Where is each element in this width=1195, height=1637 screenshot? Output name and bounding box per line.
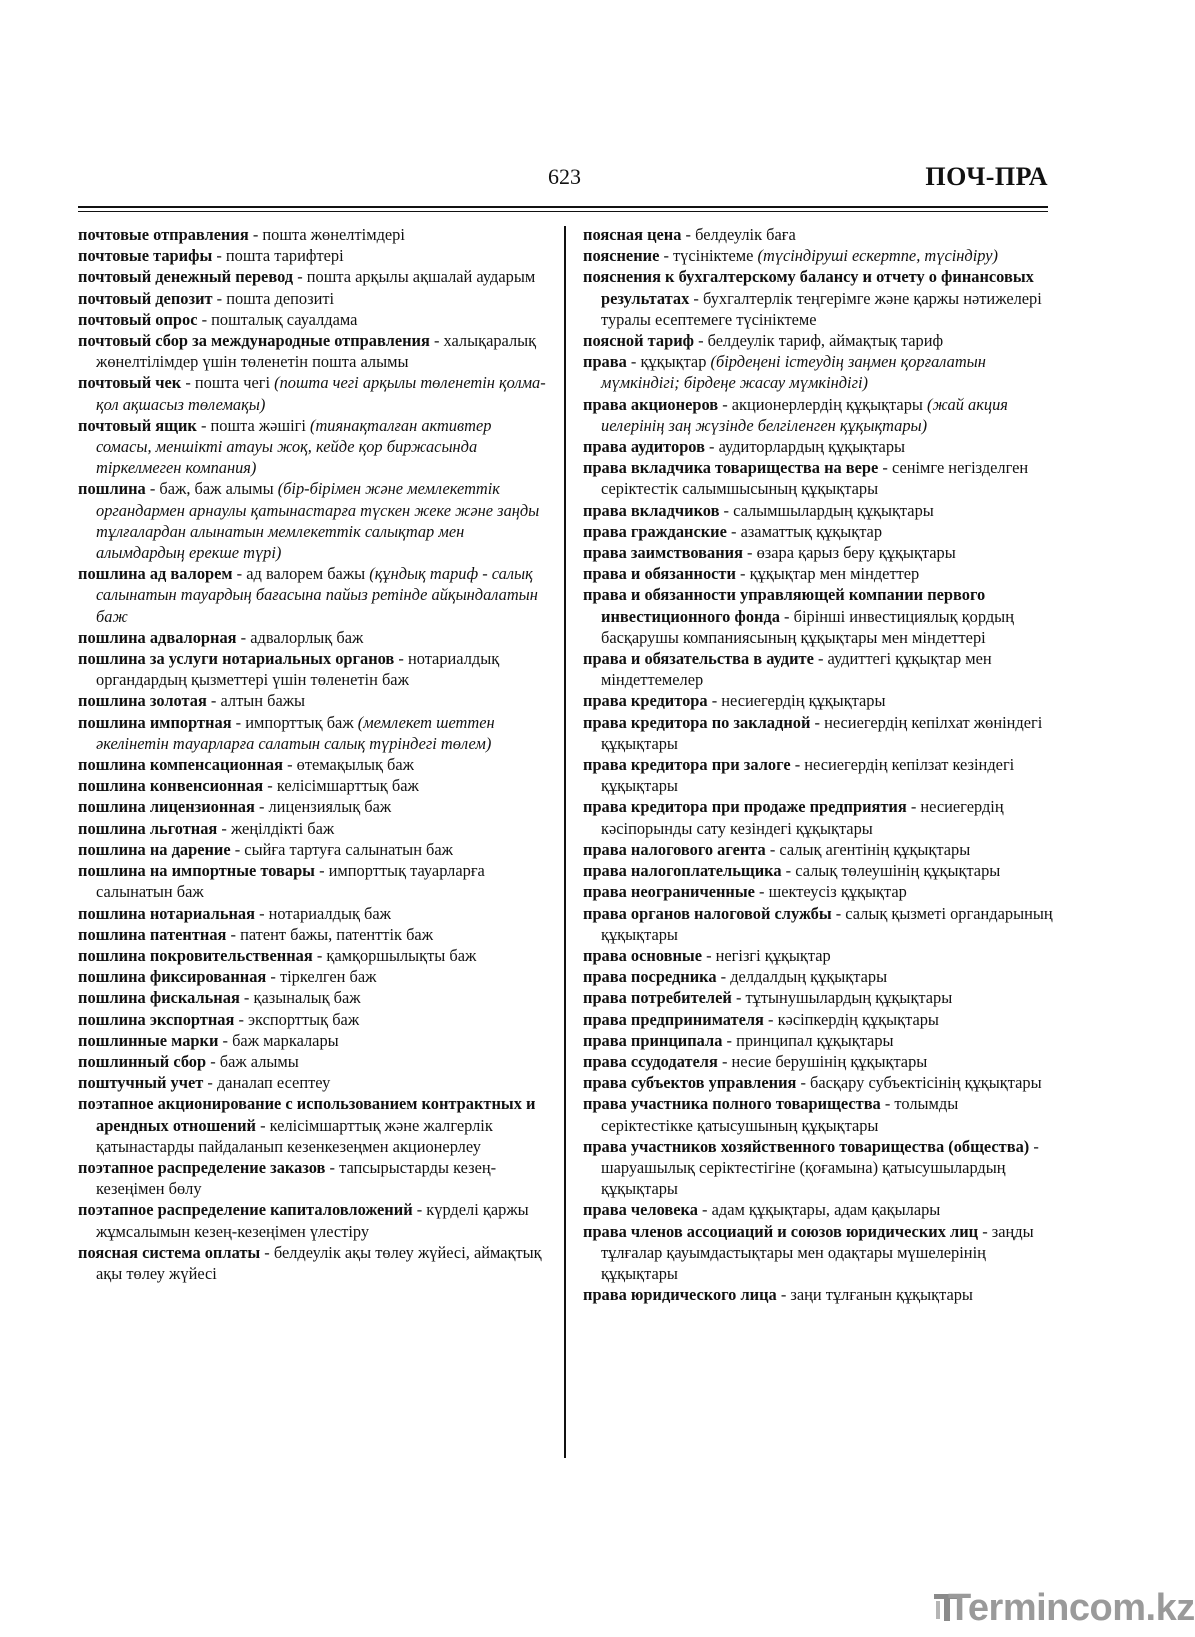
entry-term: пошлина лицензионная: [78, 797, 255, 817]
entry-translation: салық қызметі органдарының құқықтары: [601, 903, 1053, 944]
entry-translation: бухгалтерлік теңгерімге және қаржы нәтижелері туралы есептемеге түсініктеме: [601, 288, 1042, 329]
entry-term: поясной тариф: [583, 331, 694, 351]
entry-note: (түсіндіруші ескертпе, түсіндіру): [757, 246, 998, 266]
dictionary-entry: поэтапное распределение заказов - тапсырыстарды кезең-кезеңімен бөлу: [78, 1157, 497, 1199]
entry-term: пошлина фиксированная: [78, 967, 267, 987]
entry-translation: салық агентінің құқықтары: [779, 839, 971, 859]
entry-term: пояснение: [583, 246, 660, 266]
entry-note: (бірдеңені істеудің заңмен қорғалатын мүмкіндігі; бірдеңе жасау мүмкіндігі): [601, 352, 986, 393]
entry-translation: аудиттегі құқықтар мен міндеттемелер: [601, 649, 992, 690]
entry-term: права: [583, 352, 627, 372]
dictionary-entry: пошлина золотая - алтын бажы: [78, 691, 306, 711]
entry-term: права предпринимателя: [583, 1009, 764, 1029]
entry-translation: заңи тұлғанын құқықтары: [790, 1285, 973, 1305]
entry-term: пошлина адвалорная: [78, 627, 237, 647]
entry-term: права гражданские: [583, 521, 727, 541]
entry-translation: қамқоршылықты баж: [326, 945, 477, 965]
column-divider: [564, 226, 566, 1458]
entry-translation: келісімшарттық баж: [276, 776, 419, 796]
dictionary-entry: пошлина импортная - импорттық баж (мемлекет шеттен әкелінетін тауарларға салатын салық түріндегі төлем): [78, 712, 495, 753]
entry-term: пошлина: [78, 479, 146, 499]
dictionary-entry: пошлина ад валорем - ад валорем бажы (құндық тариф - салық салынатын тауардың бағасына пайыз ретінде айқындалатын баж: [78, 564, 538, 626]
entry-term: пояснения к бухгалтерскому балансу и отчету о финансовых результатах: [583, 267, 1034, 308]
entry-translation: акционерлердің құқықтары: [731, 394, 923, 414]
dictionary-entry: права налогоплательщика - салық төлеушінің құқықтары: [583, 861, 1001, 881]
dictionary-entry: права и обязательства в аудите - аудиттегі құқықтар мен міндеттемелер: [583, 649, 992, 690]
entry-translation: қазыналық баж: [253, 988, 361, 1008]
entry-term: почтовый чек: [78, 373, 182, 393]
entry-term: пошлина компенсационная: [78, 755, 283, 775]
right-column: [583, 224, 1053, 1305]
entry-translation: келісімшарттық және жалгерлік қатынастарды пайдаланып кезенкезеңмен акционерлеу: [96, 1115, 493, 1156]
entry-translation: белдеулік тариф, аймақтық тариф: [707, 331, 944, 351]
entry-term: права кредитора по закладной: [583, 712, 811, 732]
dictionary-entry: права кредитора - несиегердің құқықтары: [583, 691, 886, 711]
entry-translation: салық төлеушінің құқықтары: [795, 861, 1001, 881]
dictionary-entry: права налогового агента - салық агентінің құқықтары: [583, 839, 971, 859]
dictionary-entry: пояснения к бухгалтерскому балансу и отчету о финансовых результатах - бухгалтерлік теңгерімге және қаржы нәтижелері туралы есептемеге түсініктеме: [583, 267, 1042, 329]
entry-term: права и обязательства в аудите: [583, 649, 814, 669]
entry-note: (пошта чегі арқылы төленетін қолма-қол ақшасыз төлемақы): [96, 373, 546, 414]
entry-translation: сыйға тартуға салынатын баж: [244, 839, 453, 859]
entry-term: права юридического лица: [583, 1285, 777, 1305]
dictionary-entry: права основные - негізгі құқықтар: [583, 945, 831, 965]
entry-note: (тиянақталған активтер сомасы, меншікті атауы жоқ, кейде қор биржасында тіркелмеген компания): [96, 415, 492, 478]
entry-term: почтовый денежный перевод: [78, 267, 294, 287]
entry-term: права участников хозяйственного товарищества (общества): [583, 1136, 1030, 1156]
entry-term: права субъектов управления: [583, 1073, 797, 1093]
entry-term: поясная цена: [583, 225, 682, 244]
entry-term: почтовый депозит: [78, 288, 213, 308]
entry-translation: адам құқықтары, адам қақылары: [711, 1200, 941, 1220]
dictionary-entry: пошлина компенсационная - өтемақылық баж: [78, 755, 414, 775]
entry-term: права потребителей: [583, 988, 732, 1008]
dictionary-entry: права кредитора при залоге - несиегердің кепілзат кезіндегі құқықтары: [583, 755, 1015, 796]
entry-term: почтовый опрос: [78, 309, 198, 329]
dictionary-entry: поэтапное распределение капиталовложений - күрделі қаржы жұмсалымын кезең-кезеңімен үлестіру: [78, 1200, 529, 1241]
entry-term: права участника полного товарищества: [583, 1094, 881, 1114]
entry-term: права вкладчиков: [583, 500, 720, 520]
page-header: [78, 158, 1048, 208]
dictionary-entry: почтовый депозит - пошта депозиті: [78, 288, 335, 308]
header-rule-thin: [78, 211, 1048, 212]
entry-translation: салымшылардың құқықтары: [733, 500, 934, 520]
dictionary-entry: пошлина лицензионная - лицензиялық баж: [78, 797, 392, 817]
entry-translation: пошта жөнелтімдері: [262, 225, 405, 244]
entry-translation: белдеулік ақы төлеу жүйесі, аймақтық ақы төлеу жүйесі: [96, 1242, 542, 1283]
dictionary-entry: пояснение - түсініктеме (түсіндіруші ескертпе, түсіндіру): [583, 246, 998, 266]
entry-term: поясная система оплаты: [78, 1242, 261, 1262]
termincom-logo: [932, 1585, 1195, 1631]
entry-translation: нотариалдық баж: [268, 903, 391, 923]
entry-translation: құқықтар мен міндеттер: [749, 564, 920, 584]
entry-translation: алтын бажы: [220, 691, 306, 711]
entry-term: пошлина экспортная: [78, 1009, 235, 1029]
entry-translation: принципал құқықтары: [736, 1030, 894, 1050]
entry-term: пошлинный сбор: [78, 1051, 207, 1071]
dictionary-entry: поясная цена - белдеулік баға: [583, 225, 796, 244]
entry-term: пошлина импортная: [78, 712, 232, 732]
dictionary-entry: пошлинные марки - баж маркалары: [78, 1030, 339, 1050]
entry-translation: заңды тұлғалар қауымдастықтары мен одақтары мүшелерінің құқықтары: [601, 1221, 1034, 1283]
entry-translation: толымды серіктестікке қатысушының құқықтары: [601, 1094, 959, 1135]
dictionary-entry: права ссудодателя - несие берушінің құқықтары: [583, 1051, 928, 1071]
dictionary-entry: пошлина за услуги нотариальных органов - нотариалдық органдардың қызметтері үшін төленетін баж: [78, 649, 500, 690]
dictionary-entry: права кредитора при продаже предприятия - несиегердің кәсіпорынды сату кезіндегі құқықтары: [583, 797, 1004, 838]
dictionary-entry: почтовый чек - пошта чегі (пошта чегі арқылы төленетін қолма-қол ақшасыз төлемақы): [78, 373, 546, 414]
dictionary-entry: поясной тариф - белдеулік тариф, аймақтық тариф: [583, 331, 944, 351]
dictionary-entry: права и обязанности управляющей компании первого инвестиционного фонда - бірінші инвестициялық қордың басқарушы компаниясының құқықтары мен міндеттері: [583, 585, 1014, 647]
entry-term: права вкладчика товарищества на вере: [583, 458, 879, 478]
entry-translation: пошта тарифтері: [225, 246, 344, 266]
dictionary-entry: права заимствования - өзара қарыз беру құқықтары: [583, 543, 956, 563]
entry-translation: пошта жәшігі: [210, 415, 306, 435]
entry-translation: импорттық тауарларға салынатын баж: [96, 861, 485, 902]
watermark-text: Termincom.kz: [948, 1587, 1195, 1629]
entry-term: права кредитора при залоге: [583, 755, 791, 775]
dictionary-entry: права аудиторов - аудиторлардың құқықтары: [583, 437, 906, 457]
dictionary-entry: права человека - адам құқықтары, адам қақылары: [583, 1200, 941, 1220]
dictionary-entry: права участников хозяйственного товарищества (общества) - шаруашылық серіктестігіне (қоғамына) қатысушылардың құқықтары: [583, 1136, 1039, 1199]
dictionary-entry: права членов ассоциаций и союзов юридических лиц - заңды тұлғалар қауымдастықтары мен одақтары мүшелерінің құқықтары: [583, 1221, 1034, 1283]
entry-translation: пошта арқылы ақшалай аударым: [306, 267, 536, 287]
dictionary-entry: права акционеров - акционерлердің құқықтары (жай акция иелерінің заң жүзінде белгіленген құқықтары): [583, 394, 1008, 435]
running-head: ПОЧ-ПРА: [925, 162, 1048, 191]
entry-term: почтовые отправления: [78, 225, 249, 244]
dictionary-entry: пошлина патентная - патент бажы, патенттік баж: [78, 924, 434, 944]
dictionary-entry: права посредника - делдалдың құқықтары: [583, 967, 888, 987]
dictionary-entry: права юридического лица - заңи тұлғанын құқықтары: [583, 1285, 973, 1305]
dictionary-entry: пошлина адвалорная - адвалорлық баж: [78, 627, 364, 647]
entry-term: права кредитора при продаже предприятия: [583, 797, 907, 817]
left-column: [78, 224, 546, 1284]
dictionary-entry: права потребителей - тұтынушылардың құқықтары: [583, 988, 953, 1008]
entry-term: права основные: [583, 945, 702, 965]
entry-translation: кәсіпкердің құқықтары: [777, 1009, 939, 1029]
entry-term: права налогоплательщика: [583, 861, 782, 881]
entry-translation: халықаралық жөнелтілімдер үшін төленетін пошта алымы: [96, 331, 537, 372]
entry-term: пошлинные марки: [78, 1030, 219, 1050]
dictionary-entry: права и обязанности - құқықтар мен міндеттер: [583, 564, 920, 584]
entry-translation: несиегердің кепілзат кезіндегі құқықтары: [601, 755, 1015, 796]
dictionary-entry: пошлина на импортные товары - импорттық тауарларға салынатын баж: [78, 861, 485, 902]
dictionary-entry: пошлина фиксированная - тіркелген баж: [78, 967, 377, 987]
entry-translation: құқықтар: [640, 352, 707, 372]
entry-term: права ссудодателя: [583, 1051, 718, 1071]
dictionary-entry: права - құқықтар (бірдеңені істеудің заңмен қорғалатын мүмкіндігі; бірдеңе жасау мүмкіндігі): [583, 352, 986, 393]
entry-term: пошлина ад валорем: [78, 564, 233, 584]
entry-translation: даналап есептеу: [216, 1073, 331, 1093]
entry-translation: экспорттық баж: [248, 1009, 360, 1029]
entry-translation: несиегердің құқықтары: [721, 691, 886, 711]
entry-translation: лицензиялық баж: [268, 797, 392, 817]
dictionary-entry: права участника полного товарищества - толымды серіктестікке қатысушының құқықтары: [583, 1094, 959, 1135]
entry-translation: баж, баж алымы: [159, 479, 274, 499]
dictionary-entry: почтовый сбор за международные отправления - халықаралық жөнелтілімдер үшін төленетін пошта алымы: [78, 331, 537, 372]
dictionary-entry: права неограниченные - шектеусіз құқықтар: [583, 882, 907, 902]
dictionary-entry: поэтапное акционирование с использованием контрактных и арендных отношений - келісімшарттық және жалгерлік қатынастарды пайдаланып кезенкезеңмен акционерлеу: [78, 1094, 536, 1156]
entry-term: пошлина золотая: [78, 691, 207, 711]
dictionary-entry: права предпринимателя - кәсіпкердің құқықтары: [583, 1009, 939, 1029]
entry-term: пошлина нотариальная: [78, 903, 255, 923]
entry-term: права налогового агента: [583, 839, 766, 859]
entry-translation: азаматтық құқықтар: [740, 521, 883, 541]
entry-term: почтовый сбор за международные отправления: [78, 331, 430, 351]
dictionary-entry: пошлина фискальная - қазыналық баж: [78, 988, 361, 1008]
entry-term: пошлина патентная: [78, 924, 227, 944]
entry-translation: түсініктеме: [673, 246, 754, 266]
entry-term: почтовые тарифы: [78, 246, 213, 266]
entry-term: поэтапное распределение капиталовложений: [78, 1200, 413, 1220]
entry-translation: белдеулік баға: [695, 225, 796, 244]
entry-term: пошлина на импортные товары: [78, 861, 315, 881]
entry-note: (бір-бірімен және мемлекеттік органдармен арнаулы қатынастарға түскен жеке және заңды тұлғалардан алынатын мемлекеттік салықтар мен алымдардың ерекше түрі): [96, 479, 540, 563]
entry-translation: бірінші инвестициялық қордың басқарушы компаниясының құқықтары мен міндеттері: [601, 606, 1014, 647]
header-rule: [78, 206, 1048, 208]
dictionary-entry: пошлина экспортная - экспорттық баж: [78, 1009, 360, 1029]
entry-translation: күрделі қаржы жұмсалымын кезең-кезеңімен үлестіру: [96, 1200, 529, 1241]
entry-note: (мемлекет шеттен әкелінетін тауарларға салатын салық түріндегі төлем): [96, 712, 495, 753]
dictionary-entry: почтовые тарифы - пошта тарифтері: [78, 246, 344, 266]
entry-term: права заимствования: [583, 543, 743, 563]
dictionary-entry: права субъектов управления - басқару субъектісінің құқықтары: [583, 1073, 1042, 1093]
entry-translation: импорттық баж: [245, 712, 354, 732]
entry-term: права аудиторов: [583, 437, 705, 457]
dictionary-entry: права вкладчиков - салымшылардың құқықтары: [583, 500, 934, 520]
entry-term: пошлина на дарение: [78, 839, 231, 859]
entry-term: права акционеров: [583, 394, 719, 414]
entry-translation: негізгі құқықтар: [715, 945, 831, 965]
entry-term: права и обязанности управляющей компании первого инвестиционного фонда: [583, 585, 986, 626]
entry-term: права кредитора: [583, 691, 708, 711]
entry-term: пошлина фискальная: [78, 988, 240, 1008]
dictionary-entry: пошлинный сбор - баж алымы: [78, 1051, 299, 1071]
entry-translation: шектеусіз құқықтар: [768, 882, 907, 902]
dictionary-entry: почтовый ящик - пошта жәшігі (тиянақталған активтер сомасы, меншікті атауы жоқ, кейде қор биржасында тіркелмеген компания): [78, 415, 492, 478]
entry-term: поэтапное распределение заказов: [78, 1157, 326, 1177]
dictionary-entry: права принципала - принципал құқықтары: [583, 1030, 894, 1050]
dictionary-entry: права гражданские - азаматтық құқықтар: [583, 521, 883, 541]
entry-term: права органов налоговой службы: [583, 903, 832, 923]
dictionary-entry: права кредитора по закладной - несиегердің кепілхат жөніндегі құқықтары: [583, 712, 1043, 753]
dictionary-entry: пошлина на дарение - сыйға тартуға салынатын баж: [78, 839, 453, 859]
entry-translation: несиегердің кәсіпорынды сату кезіндегі құқықтары: [601, 797, 1004, 838]
dictionary-entry: почтовые отправления - пошта жөнелтімдері: [78, 225, 405, 244]
entry-translation: пошта депозиті: [226, 288, 335, 308]
entry-term: поштучный учет: [78, 1073, 204, 1093]
dictionary-entry: почтовый денежный перевод - пошта арқылы ақшалай аударым: [78, 267, 536, 287]
entry-translation: өтемақылық баж: [296, 755, 414, 775]
entry-term: поэтапное акционирование с использованием контрактных и арендных отношений: [78, 1094, 536, 1135]
dictionary-entry: почтовый опрос - пошталық сауалдама: [78, 309, 358, 329]
dictionary-entry: пошлина - баж, баж алымы (бір-бірімен және мемлекеттік органдармен арнаулы қатынастарға түскен жеке және заңды тұлғалардан алынатын мемлекеттік салықтар мен алымдардың ерекше түрі): [78, 479, 540, 563]
entry-term: пошлина льготная: [78, 818, 218, 838]
entry-note: (жай акция иелерінің заң жүзінде белгіленген құқықтары): [601, 394, 1008, 435]
entry-translation: тіркелген баж: [279, 967, 377, 987]
dictionary-entry: пошлина нотариальная - нотариалдық баж: [78, 903, 391, 923]
dictionary-entry: поясная система оплаты - белдеулік ақы төлеу жүйесі, аймақтық ақы төлеу жүйесі: [78, 1242, 542, 1283]
entry-term: права членов ассоциаций и союзов юридических лиц: [583, 1221, 979, 1241]
entry-translation: несиегердің кепілхат жөніндегі құқықтары: [601, 712, 1043, 753]
entry-translation: ад валорем бажы: [246, 564, 366, 584]
dictionary-entry: пошлина конвенсионная - келісімшарттық баж: [78, 776, 419, 796]
entry-translation: пошталық сауалдама: [211, 309, 358, 329]
entry-translation: адвалорлық баж: [250, 627, 364, 647]
entry-translation: баж маркалары: [232, 1030, 339, 1050]
entry-note: (құндық тариф - салық салынатын тауардың бағасына пайыз ретінде айқындалатын баж: [96, 564, 538, 626]
entry-translation: несие берушінің құқықтары: [731, 1051, 928, 1071]
entry-term: права человека: [583, 1200, 698, 1220]
entry-translation: аудиторлардың құқықтары: [718, 437, 906, 457]
entry-translation: жеңілдікті баж: [230, 818, 335, 838]
entry-translation: басқару субъектісінің құқықтары: [810, 1073, 1042, 1093]
entry-term: пошлина покровительственная: [78, 945, 313, 965]
dictionary-entry: права органов налоговой службы - салық қызметі органдарының құқықтары: [583, 903, 1053, 944]
entry-term: права неограниченные: [583, 882, 755, 902]
dictionary-entry: поштучный учет - даналап есептеу: [78, 1073, 331, 1093]
dictionary-entry: пошлина покровительственная - қамқоршылықты баж: [78, 945, 477, 965]
entry-translation: тұтынушылардың құқықтары: [745, 988, 953, 1008]
entry-term: пошлина за услуги нотариальных органов: [78, 649, 395, 669]
entry-translation: патент бажы, патенттік баж: [240, 924, 434, 944]
entry-term: пошлина конвенсионная: [78, 776, 264, 796]
entry-term: права посредника: [583, 967, 717, 987]
entry-translation: делдалдың құқықтары: [730, 967, 888, 987]
entry-translation: өзара қарыз беру құқықтары: [756, 543, 956, 563]
entry-translation: шаруашылық серіктестігіне (қоғамына) қатысушылардың құқықтары: [601, 1157, 1006, 1199]
entry-translation: нотариалдық органдардың қызметтері үшін төленетін баж: [96, 649, 500, 690]
entry-term: права и обязанности: [583, 564, 736, 584]
entry-translation: сенімге негізделген серіктестік салымшысының құқықтары: [601, 458, 1029, 499]
entry-term: почтовый ящик: [78, 415, 197, 435]
entry-translation: баж алымы: [219, 1051, 299, 1071]
entry-term: права принципала: [583, 1030, 723, 1050]
entry-translation: пошта чегі: [194, 373, 271, 393]
dictionary-entry: права вкладчика товарищества на вере - сенімге негізделген серіктестік салымшысының құқықтары: [583, 458, 1029, 499]
page-number: 623: [548, 164, 581, 189]
dictionary-entry: пошлина льготная - жеңілдікті баж: [78, 818, 335, 838]
entry-translation: тапсырыстарды кезең-кезеңімен бөлу: [96, 1157, 497, 1199]
